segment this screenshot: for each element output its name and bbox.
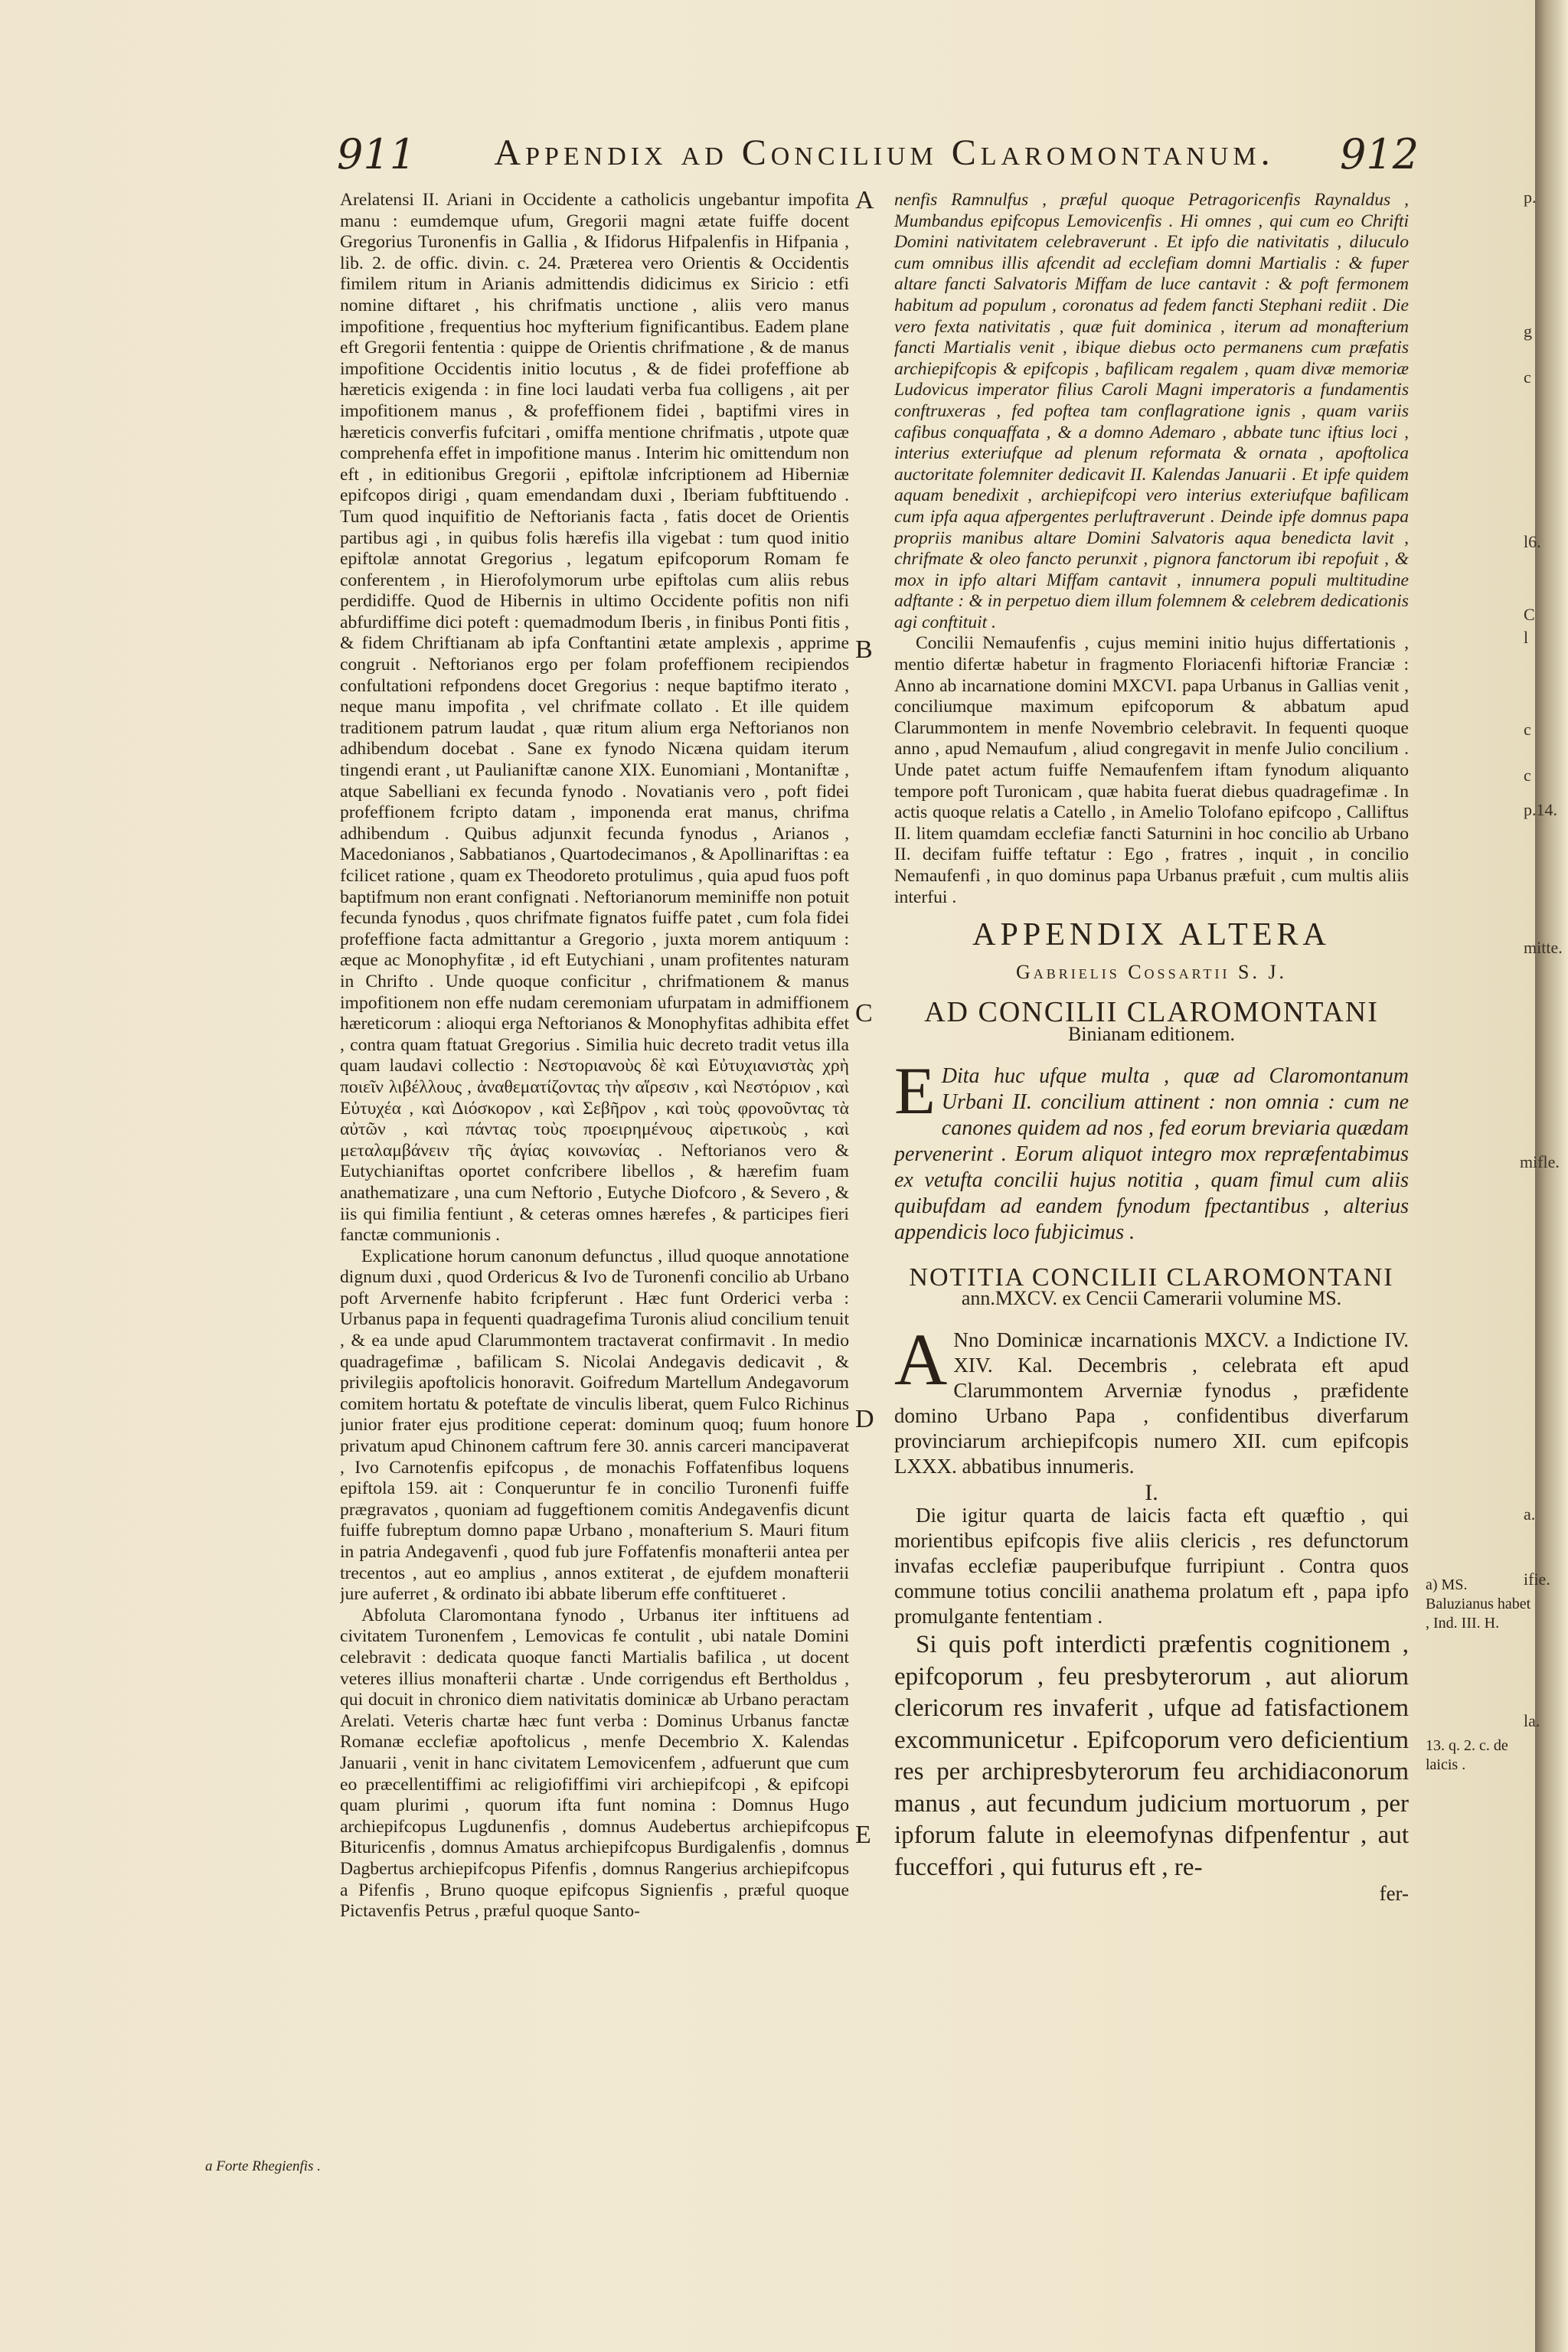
edge-fragment: la. xyxy=(1524,1711,1540,1730)
intro-text: Dita huc ufque multa , quæ ad Claromontanum Urbani II. concilium attinent : non omnia : cum ne canones quidem ad nos , fed eorum breviaria quædam pervenerint . Eorum aliquot integro mox repræfentabimus ex vetufta concilii hujus notitia , quam fimul cum aliis quibufdam ad eandem fynodum fpectantibus , alterius appendicis loco fubjicimus . xyxy=(894,1063,1409,1244)
edge-fragment: c xyxy=(1524,368,1531,387)
edge-fragment: l6. xyxy=(1524,532,1541,551)
canon-paragraph: Die igitur quarta de laicis facta eft quæftio , qui morientibus epifcopis five aliis clericis , res defunctorum invafas ecclefiæ pauperibufque furripiunt . Contra quos commune totius concilii anathema prolatum eft , papa ipfo promulgante fententiam . xyxy=(894,1504,1409,1628)
edition-line: Binianam editionem. xyxy=(1067,1022,1236,1045)
canon-paragraph-large: Si quis poft interdicti præfentis cognitionem , epifcoporum , feu presbyterorum , aut aliorum clericorum res invaferit , ufque ad fatisfactionem excommunicetur . Epifcoporum vero deficientium res per archipresbyterorum feu archidiaconorum manus , aut fecundum judicium mortuorum , per ipforum falute in eleemofynas difpenfentur , aut fucceffori , qui futurus eft , re- xyxy=(894,1631,1409,1881)
ad-title: AD CONCILII CLAROMONTANI xyxy=(924,996,1379,1029)
margin-letter-b: B xyxy=(855,635,873,664)
side-note-ms: a) MS. Baluzianus habet , Ind. III. H. xyxy=(1426,1576,1531,1632)
catchword: fer- xyxy=(1379,1882,1409,1906)
anno-text: Nno Dominicæ incarnationis MXCV. a Indictione IV. XIV. Kal. Decembris , celebrata eft apud Clarummontem Arverniæ fynodus , præfidente domino Urbano Papa , confidentibus diverfarum provinciarum archiepifcopis numero XII. cum epifcopis LXXX. abbatibus innumeris. xyxy=(894,1328,1409,1478)
edge-fragment: C xyxy=(1524,605,1535,624)
edge-fragment: mitte. xyxy=(1524,938,1563,957)
notitia-subtitle: ann.MXCV. ex Cencii Camerarii volumine MS. xyxy=(961,1287,1342,1310)
edge-fragment: g xyxy=(1524,322,1532,341)
edge-fragment: a. xyxy=(1524,1504,1536,1524)
intro-dropcap: E xyxy=(894,1054,936,1129)
edge-fragment: p.14. xyxy=(1524,800,1557,819)
left-text-column xyxy=(340,190,849,2326)
left-paragraph: Arelatensi II. Ariani in Occidente a catholicis ungebantur impofita manu : eumdemque ufum, Gregorii magni ætate fuiffe docent Gregorius Turonenfis in Gallia , & Ifidorus Hifpalenfis in Hifpania , lib. 2. de offic. divin. c. 24. Præterea vero Orientis & Occidentis fimilem ritum in Arianis admittendis didicimus ex Siricio : etfi nomine diftaret , his chrifmatis unctione , aliis vero manus impofitione , frequentius hoc myfterium fignificantibus. Eadem plane eft Gregorii fententia : quippe de Orientis chrifmatione , & de manus impofitione Occidentis initio locutus , & de fidei profeffione ab hæreticis exigenda : in fine loci laudati verba fua colligens , ait per impofitionem manus , & profeffionem fidei , baptifmi vires in hæreticis converfis fufcitari , omiffa mentione chrifmatis , utpote quæ comprehenfa effet in impofitione manus . Interim hic omittendum non eft , in editionibus Gregorii , epiftolæ infcriptionem ad Hiberniæ epifcopos dirigi , quam emendandam duxi , Iberiam fubftituendo . Tum quod inquifitio de Neftorianis facta , fatis docet de Orientis partibus agi , in quibus folis hærefis illa vigebat : tum quod initio epiftolæ annotat Gregorius , legatum epifcoporum Romam fe conferentem , in Hierofolymorum urbe epiftolas cum aliis rebus perdidiffe. Quod de Hibernis in ultimo Occidente pofitis non nifi abfurdiffime dici poteft : quemadmodum Iberis , in finibus Ponti fitis , & fidem Chriftianam ab ipfa Conftantini ætate amplexis , apprime congruit . Neftorianos ergo per folam profeffionem recipiendos confultationi refpondens docet Gregorius : neque baptifmo iterato , neque manu impofita , vel chrifmate collato . Et ille quidem traditionem patrum laudat , quæ ritum alium erga Neftorianos non adhibendum docebat . Sane ex fynodo Nicæna quidam iterum tingendi erant , ut Paulianiftæ canone XIX. Eunomiani , Montaniftæ , atque Sabelliani ex fecunda fynodo . Novatianis vero , poft fidei profeffionem fcripto datam , imponenda erat manus, chrifma adhibendum . Quibus adjunxit fecunda fynodus , Arianos , Macedonianos , Sabbatianos , Quartodecimanos , & Apollinariftas : ea fcilicet ratione , quam ex Theodoreto protulimus , quia apud fuos poft baptifmum non erant confignati . Neftorianorum meminiffe non potuit fecunda fynodus , quos chrifmate fignatos fuiffe patet , cum fola fidei profeffione facta admittantur a Gregorio , juxta morem antiquum : æque ac Monophyfitæ , id eft Eutychiani , unam profitentes naturam in Chrifto . Unde quoque conficitur , chrifmationem & manus impofitionem non effe nudam ceremoniam ufurpatam in admiffionem hæreticorum : alioqui erga Neftorianos & Monophyfitas adhibita effet , contra quam ftatuat Gregorius . Similia huic decreto tradit vetus illa quam laudavi collectio : Νεστοριανοὺς δὲ καὶ Εὐτυχιανιστὰς χρὴ ποιεῖν λιβέλλους , ἀναθεματίζοντας τὴν αἵρεσιν , καὶ Νεστόριον , καὶ Εὐτυχέα , καὶ Διόσκορον , καὶ Σεβῆρον , καὶ τοὺς φρονοῦντας τὰ αὐτῶν , καὶ πάντας τοὺς προειρημένους αἱρετικοὺς , καὶ μεταλαμβάνειν τῆς ἁγίας κοινωνίας . Neftorianos vero & Eutychianiftas oportet confcribere libellos , & hærefim fuam anathematizare , una cum Neftorio , Eutyche Diofcoro , & Severo , & iis qui fimilia fentiunt , & ceteras omnes hærefes , & participes fieri fanctæ communionis . xyxy=(340,190,849,1246)
anno-paragraph xyxy=(894,1318,1409,1479)
right-paragraph: nenfis Ramnulfus , præful quoque Petragoricenfis Raynaldus , Mumbandus epifcopus Lemovicenfis . Hi omnes , qui cum eo Chrifti Domini nativitatem celebraverunt . Et ipfo die nativitatis , diluculo cum omnibus illis afcendit ad ecclefiam domni Martialis : & fuper altare fancti Salvatoris Miffam de luce cantavit : & poft fermonem habitum ad populum , coronatus ad fedem fancti Stephani rediit . Die vero fexta nativitatis , quæ fuit dominica , iterum ad monafterium fancti Martialis venit , ibique diebus octo permanens cum præfatis archiepifcopis & epifcopis , bafilicam regalem , quam divæ memoriæ Ludovicus imperator filius Caroli Magni imperatoris a fundamentis conftruxeras , fed poftea tam conflagratione ignis , quam variis cafibus conquaffata , & a domno Ademaro , abbate tunc iftius loci , interius exteriufque ad plenum reformata & ornata , apoftolica auctoritate folemniter dedicavit II. Kalendas Januarii . Et ipfe quidem aquam benedixit , archiepifcopi vero interius exteriufque bafilicam cum ipfa aqua afpergentes perluftraverunt . Deinde ipfe domnus papa propriis manibus altare Domini Salvatoris aqua benedicta lavit , chrifmate & oleo fancto perunxit , pignora fanctorum ibi repofuit , & mox in ipfo altari Miffam cantavit , innumera populi multitudine adftante : & in perpetuo diem illum folemnem & celebrem dedicationis agi conftituit . xyxy=(894,190,1409,632)
edge-fragment: c xyxy=(1524,766,1531,785)
side-note-canon-ref: 13. q. 2. c. de laicis . xyxy=(1426,1737,1508,1773)
page-number-left: 911 xyxy=(337,130,416,178)
edge-fragment: ifie. xyxy=(1524,1570,1550,1589)
edge-fragment: l xyxy=(1524,628,1529,647)
author-line: Gabrielis Cossartii S. J. xyxy=(1015,960,1288,983)
edge-fragment: mifle. xyxy=(1520,1152,1560,1171)
edge-fragment: p. xyxy=(1524,188,1537,207)
margin-letter-c: C xyxy=(855,999,873,1027)
margin-letter-a: A xyxy=(855,186,874,214)
right-paragraph: Concilii Nemaufenfis , cujus memini initio hujus differtationis , mentio difertæ habetur in fragmento Floriacenfi hiftoriæ Franciæ : Anno ab incarnatione domini MXCVI. papa Urbanus in Gallias venit , conciliumque maximum epifcoporum & abbatum apud Clarummontem in menfe Novembrio celebravit. In fequenti quoque anno , apud Nemaufum , aliud congregavit in menfe Julio concilium . Unde patet actum fuiffe Nemaufenfem iftam fynodum aliquanto tempore poft Turonicam , quæ habita fuerat diebus quadragefimæ . In actis quoque relatis a Catello , in Amelio Tolofano epifcopo , Calliftus II. litem quamdam ecclefiæ fancti Saturnini in hoc concilio ab Urbano II. decifam fuiffe teftatur : Ego , fratres , inquit , in concilio Nemaufenfi , in quo dominus papa Urbanus præfuit , cum multis aliis interfui . xyxy=(894,633,1409,907)
canon-numeral: I. xyxy=(1145,1479,1158,1505)
left-paragraph: Abfoluta Claromontana fynodo , Urbanus iter inftituens ad civitatem Turonenfem , Lemovicas fe contulit , ubi natale Domini celebravit : dedicata quoque fancti Martialis bafilica , ut docent veteres illius monafterii chartæ . Unde corrigendus eft Bertholdus , qui docuit in chronico diem nativitatis dominicæ ab Urbano peractam Arelati. Veteris chartæ hæc funt verba : Dominus Urbanus fanctæ Romanæ ecclefiæ apoftolicus , menfe Decembrio X. Kalendas Januarii , venit in hanc civitatem Lemovicenfem , adfuerunt que cum eo præcellentiffimi ac religiofiffimi viri archiepifcopi , & epifcopi quam plurimi , quorum ifta funt nomina : Domnus Hugo archiepifcopus Lugdunenfis , domnus Audebertus archiepifcopus Bituricenfis , domnus Amatus archiepifcopus Burdigalenfis , domnus Dagbertus archiepifcopus Pifenfis , domnus Rangerius archiepifcopus a Pifenfis , Bruno quoque epifcopus Signienfis , præful quoque Pictavenfis Petrus , præful quoque Santo- xyxy=(340,1605,849,1922)
intro-paragraph xyxy=(894,1054,1409,1246)
appendix-title: APPENDIX ALTERA xyxy=(972,917,1331,953)
left-footnote: a Forte Rhegienfis . xyxy=(205,2158,321,2174)
margin-letter-d: D xyxy=(855,1405,874,1433)
right-text-column xyxy=(894,190,1409,1905)
edge-fragment: c xyxy=(1524,720,1531,739)
book-spine-shadow xyxy=(1535,0,1568,2352)
left-paragraph: Explicatione horum canonum defunctus , illud quoque annotatione dignum duxi , quod Ordericus & Ivo de Turonenfi concilio ab Urbano poft Arvernenfe habito fcripferunt . Hæc funt Orderici verba : Urbanus papa in fequenti quadragefima Turonis aliud concilium tenuit , & ea unde apud Clarummontem tractaverat confirmavit . In medio quadragefimæ , bafilicam S. Nicolai Andegavis dedicavit , & privilegiis apoftolicis honoravit. Goifredum Martellum Andegavorum comitem hortatu & poteftate de vinculis liberat, quem Fulco Richinus junior frater ejus proditione ceperat: dominum quoq; fuum honore privatum apud Chinonem caftrum fere 30. annis carceri mancipaverat , Ivo Carnotenfis epifcopus , de monachis Foffatenfibus loquens epiftola 159. ait : Conqueruntur fe in concilio Turonenfi fuiffe prægravatos , quoniam ad fuggeftionem comitis Andegavenfis dicunt fuiffe fubreptum domno papæ Urbano , monafterium S. Mauri fitum in patria Andegavenfi , quod fub jure Foffatenfis monafterii antea per trecentos , aut eo amplius , annos extiterat , de ejufdem monafterii jure auferret , & ordinato ibi abbate liberum effe conftitueret . xyxy=(340,1246,849,1605)
anno-dropcap: A xyxy=(894,1318,948,1400)
notitia-title: NOTITIA CONCILII CLAROMONTANI xyxy=(909,1263,1394,1292)
margin-letter-e: E xyxy=(855,1821,871,1849)
page-number-right: 912 xyxy=(1340,130,1419,178)
running-head-title: Appendix ad Concilium Claromontanum. xyxy=(494,132,1275,173)
